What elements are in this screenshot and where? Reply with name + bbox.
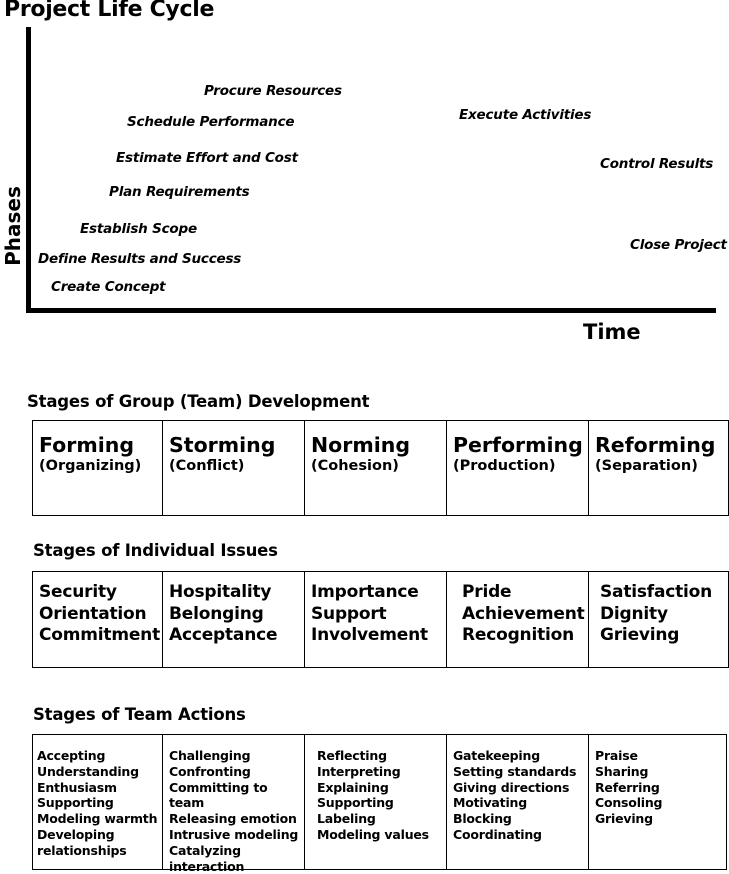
issues-column xyxy=(163,572,305,667)
lifecycle-title: Project Life Cycle xyxy=(4,0,215,22)
stage-subtitle: (Separation) xyxy=(595,458,698,474)
action-item: Grieving xyxy=(595,811,653,827)
stage-name: Norming xyxy=(311,433,411,457)
action-item: interaction xyxy=(169,858,245,874)
x-axis-label: Time xyxy=(583,320,641,344)
action-item: Setting standards xyxy=(453,763,577,779)
action-item: Explaining xyxy=(317,779,389,795)
actions-column xyxy=(305,735,447,869)
action-item: Blocking xyxy=(453,811,512,827)
issue-item: Satisfaction xyxy=(600,582,713,602)
issue-item: Hospitality xyxy=(169,582,272,602)
action-item: Challenging xyxy=(169,748,251,763)
stage-forming xyxy=(33,421,163,515)
action-item: Confronting xyxy=(169,763,251,779)
stage-subtitle: (Organizing) xyxy=(39,458,142,474)
phase-procure-resources: Procure Resources xyxy=(204,83,342,99)
stage-reforming xyxy=(589,421,728,515)
group-development-table xyxy=(32,420,729,516)
stage-name: Storming xyxy=(169,433,276,457)
individual-issues-table xyxy=(32,571,729,668)
stage-subtitle: (Production) xyxy=(453,458,556,474)
issues-column xyxy=(447,572,589,667)
issue-item: Involvement xyxy=(311,625,428,645)
x-axis-line xyxy=(26,308,716,313)
team-actions-title: Stages of Team Actions xyxy=(33,705,246,724)
action-item: Supporting xyxy=(37,795,114,811)
issue-item: Commitment xyxy=(39,625,161,645)
issues-column xyxy=(305,572,447,667)
issues-column xyxy=(589,572,728,667)
group-development-title: Stages of Group (Team) Development xyxy=(27,392,370,411)
stage-performing xyxy=(447,421,589,515)
stage-subtitle: (Conflict) xyxy=(169,458,245,474)
action-item: Modeling values xyxy=(317,826,429,842)
issue-item: Pride xyxy=(462,582,512,602)
action-item: relationships xyxy=(37,842,127,858)
action-item: Developing xyxy=(37,826,115,842)
issue-item: Acceptance xyxy=(169,625,278,645)
issue-item: Belonging xyxy=(169,603,264,624)
action-item: Consoling xyxy=(595,795,663,811)
action-item: Praise xyxy=(595,748,638,763)
actions-column xyxy=(589,735,726,869)
action-item: Reflecting xyxy=(317,748,387,763)
action-item: Supporting xyxy=(317,795,394,811)
action-item: Gatekeeping xyxy=(453,748,540,763)
action-item: Modeling warmth xyxy=(37,811,158,827)
action-item: Interpreting xyxy=(317,763,401,779)
y-axis-label: Phases xyxy=(1,186,25,266)
action-item: Labeling xyxy=(317,811,376,827)
issue-item: Support xyxy=(311,603,387,624)
stage-name: Performing xyxy=(453,433,583,457)
stage-storming xyxy=(163,421,305,515)
stage-name: Reforming xyxy=(595,433,716,457)
phase-establish-scope: Establish Scope xyxy=(80,221,197,237)
issue-item: Orientation xyxy=(39,603,147,624)
phase-execute-activities: Execute Activities xyxy=(459,107,592,123)
issues-column xyxy=(33,572,163,667)
actions-column xyxy=(33,735,163,869)
action-item: Referring xyxy=(595,779,660,795)
phase-control-results: Control Results xyxy=(600,156,714,172)
action-item: Catalyzing xyxy=(169,842,241,858)
action-item: Committing to team xyxy=(169,779,268,811)
actions-column xyxy=(163,735,305,874)
stage-name: Forming xyxy=(39,433,135,457)
phase-create-concept: Create Concept xyxy=(51,279,166,295)
issue-item: Recognition xyxy=(462,625,575,645)
action-item: Enthusiasm xyxy=(37,779,117,795)
stage-subtitle: (Cohesion) xyxy=(311,458,399,474)
team-actions-table xyxy=(32,734,727,874)
y-axis-line xyxy=(26,27,31,313)
action-item: Releasing emotion xyxy=(169,811,297,827)
individual-issues-title: Stages of Individual Issues xyxy=(33,541,278,560)
issue-item: Importance xyxy=(311,582,419,602)
action-item: Intrusive modeling xyxy=(169,826,299,842)
action-item: Motivating xyxy=(453,795,527,811)
issue-item: Dignity xyxy=(600,603,668,624)
phase-estimate-effort: Estimate Effort and Cost xyxy=(116,150,298,166)
action-item: Accepting xyxy=(37,748,106,763)
actions-column xyxy=(447,735,589,869)
issue-item: Grieving xyxy=(600,625,680,645)
action-item: Giving directions xyxy=(453,779,570,795)
phase-plan-requirements: Plan Requirements xyxy=(109,184,250,200)
issue-item: Achievement xyxy=(462,603,585,624)
action-item: Sharing xyxy=(595,763,649,779)
phase-schedule-performance: Schedule Performance xyxy=(127,114,295,130)
issue-item: Security xyxy=(39,582,117,602)
stage-norming xyxy=(305,421,447,515)
action-item: Understanding xyxy=(37,763,139,779)
phase-close-project: Close Project xyxy=(630,237,727,253)
action-item: Coordinating xyxy=(453,826,542,842)
phase-define-results: Define Results and Success xyxy=(38,251,242,267)
